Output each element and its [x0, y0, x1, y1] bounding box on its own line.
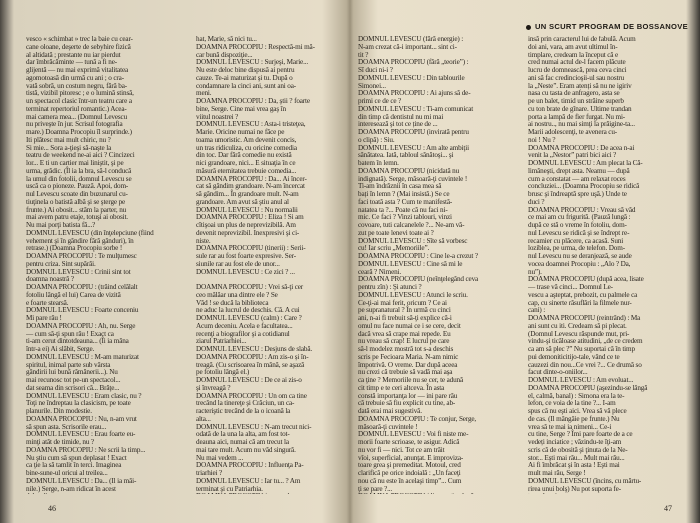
text-line: omul nu face numai ce i se cere, decit: [358, 321, 461, 330]
text-line: interesează şi tot ce ține de ...: [358, 120, 438, 129]
text-line: Marie. Oricine numai ne făce pe: [196, 128, 285, 136]
text-line: terminat repertoriul romantic.) Acea-: [26, 104, 127, 113]
text-line: o clipă) : Siu.: [358, 135, 395, 144]
text-line: ca ţie la să tamlit în terci. Imaginea: [26, 461, 122, 470]
text-line: DOMNUL LEVESCU : Eram clasic, nu ?: [26, 391, 142, 400]
text-line: constă importanţa lor — ini pare rău: [358, 391, 458, 400]
text-line: ceară ? Nimeni.: [358, 267, 402, 276]
text-line: spiritul, inimal parte sub vârsta: [26, 360, 111, 369]
text-line: cu! Iar scriu „Memoriile”.: [358, 244, 430, 253]
text-line: Toţi ne îndreptau la clasicism, pe toate: [26, 399, 131, 408]
text-line: că trebuie să fiu explicit cu tine, ab-: [358, 399, 456, 408]
text-line: pentru zîn) : Şi atunci ?: [358, 283, 422, 291]
text-line: ţi se pare ?...: [358, 484, 393, 493]
text-line: DOAMNA PROCOPIU (reintrând) : Ma: [528, 314, 641, 322]
text-line: pe supranatural ? În urmă cu cinci: [358, 306, 451, 315]
text-line: sănătatea. Iată, tabloul sănătoşi... şi: [358, 151, 454, 160]
text-line: natatea ta ?... Poate că nu faci ni-: [358, 205, 448, 214]
text-line: mai tare mult. Acum nu văd singură.: [196, 445, 296, 454]
text-line: agomotoasă din urmă cu ani ; o cra-: [26, 73, 124, 82]
text-line: cum a constatat — am relaxat roces: [528, 174, 626, 183]
text-line: DOMNUL LEVESCU (din înţelepciune (fiind: [26, 228, 154, 237]
text-line: dacă vrea să crape mai repede. Eu: [358, 329, 451, 338]
text-line: gândirii lui bună rămănerii...). Nu: [26, 368, 118, 377]
text-line: DOMNUL LEVESCU : Sîte să vorbesc: [358, 236, 468, 245]
text-line: cani) :: [528, 306, 546, 315]
text-line: tistă, vizibil pitoresc ; e o lumină stinsă,: [26, 89, 134, 98]
text-line: DOMNUL LEVESCU : Crinii sint tot: [26, 267, 131, 276]
text-line: sule rar au fost foarte expresive. Ser-: [196, 252, 296, 260]
text-line: DOMNUL LEVESCU : Ti-am comunicat: [358, 104, 474, 113]
text-line: Văd ! se ducă la biblioteca: [196, 298, 269, 307]
text-line: DOAMNA PROCOPIU (nicidată nu: [358, 166, 460, 175]
text-line: de cas. (Il mângâie pe frunte.) Nu: [528, 414, 620, 423]
text-line: doi ani, vara, am avut ultimul în-: [528, 42, 618, 51]
text-line: cane oloane, deşerte de sebyhire fizică: [26, 42, 131, 51]
text-line: ca am să plec ?” Nu suportai că în timp: [528, 345, 635, 353]
text-line: toama umoristic. Am devenit concis,: [196, 135, 297, 144]
text-line: nul Levescu se ridică şi se îndrept re-: [528, 228, 630, 237]
text-line: într-a ei) Ai slăbit, Serge.: [26, 345, 95, 353]
text-line: ani, n-ai fi trebuit să-ţi explice că-i: [358, 314, 452, 322]
text-line: rirea unui bolş) Nu pot suporta fe-: [528, 484, 621, 493]
text-line: DOMNUL LEVESCU : Erau foarte eu-: [26, 430, 136, 439]
text-line: noi ! Nu ?: [528, 135, 556, 144]
text-line: doamna noastră ?: [26, 275, 74, 284]
text-line: pui demoniticitijo-tale, vând ce te: [528, 352, 620, 361]
text-line: nu vreau să crap! E lucrul pe care: [358, 337, 450, 346]
text-line: vată sobră, un costum negru, fără ba-: [26, 81, 128, 90]
text-line: DOAMNA PROCOPIU : Da, ştii ? foarte: [196, 97, 310, 105]
text-line: concluziei... (Doamna Procopiu se ridică: [528, 182, 640, 191]
right-page-column-2: [528, 36, 680, 494]
text-line: glijentă — nu mai exprimă vitalitatea: [26, 66, 129, 74]
text-line: să gândim... În grandoare mult. N-am: [196, 190, 299, 198]
text-line: covoare, tuti calcanelele ?... Ne-am vă-: [358, 221, 465, 229]
text-line: Acum deceniu. Acela e facultatea...: [196, 321, 293, 330]
text-line: DOMNUL LEVESCU : Atunci le scriu.: [358, 290, 468, 299]
text-line: nu”).: [528, 267, 542, 276]
right-page-column-1: [358, 36, 514, 494]
text-line: deauna aici, numai că am trecut la: [196, 438, 289, 446]
text-line: [358, 493, 514, 494]
text-line: vesco « schimbat » trec la baie cu cear-: [26, 36, 133, 43]
text-line: hat, Marie, să nici tu...: [196, 36, 257, 43]
text-line: DOAMNA PROCOPIU : Cine le-a crezut ?: [358, 252, 478, 260]
text-line: retrase.) (Doamna Procopiu sorbe !: [26, 244, 123, 253]
text-line: Mi pare râu !: [26, 314, 62, 322]
text-line: triarhiei ?: [196, 469, 223, 477]
text-line: şi învreagă ?: [196, 383, 231, 392]
text-line: nici grandoare, nici... E situaţia în ce: [196, 159, 296, 167]
text-line: ai nostru.., nu mai simţi la prăigine-ta...: [528, 120, 635, 129]
text-line: DOAMNA PROCOPIU : Respectă-mi mă-: [196, 42, 315, 51]
text-line: la „Neste”. Eram atenți să nu ne igiriv: [528, 81, 632, 90]
text-line: cîtişoai un plus de neprevizibilă. Am: [196, 221, 296, 229]
text-line: racteriştic trecând de la o icoană la: [196, 407, 291, 415]
text-line: cred numai actul de-l facem plăcute: [528, 58, 626, 67]
text-line: devenit neprevizibil. Inexpresivi şi ci-: [196, 228, 300, 237]
text-line: teatru de weekend ne-ai aici ? Cincizeci: [26, 151, 135, 160]
text-line: e foarte stearsă.: [26, 298, 69, 307]
text-line: fotoliu lângă el lui) Carea de vizită: [26, 290, 121, 299]
text-line: dat seama din scrisori că... Brăţe...: [26, 383, 120, 392]
text-line: [26, 493, 184, 494]
text-line: insă prin caracterul lui de fabulă. Acum: [528, 36, 636, 43]
text-line: DOMNUL LEVESCU : Da... (Il ia mâi-: [26, 476, 137, 485]
text-line: nile.) Serge, n-am ridicat în acest: [26, 484, 116, 493]
text-line: DOAMNA PROCOPIU : Am zis-o și în-: [196, 352, 309, 361]
text-line: DOMNUL LEVESCU : Voi fi niste me-: [358, 430, 469, 439]
text-line: vocea doamnei Procopiu : „Alo ? Da,: [528, 259, 631, 268]
text-line: ziarul Patriarhiei...: [196, 337, 247, 346]
text-line: Nu mai vedem ...: [196, 453, 244, 462]
text-line: brusc şi îndreaptă spre uşă.) Unde te: [528, 190, 627, 198]
text-line: nu priveşte în jur. Scrisul fotografia: [26, 120, 123, 129]
text-line: DOAMNA PROCOPIU (neînţelegând ceva: [358, 275, 479, 284]
text-line: grandoare. Am avut să ştiu anul al: [196, 197, 289, 206]
text-line: batem în lemn.: [358, 159, 399, 167]
text-line: DOMNUL LEVESCU : Am evoluat...: [528, 376, 634, 384]
text-line: mare.) Doamna Procopiu îl surprinde.): [26, 128, 132, 136]
text-line: DOMNUL LEVESCU : Din tablourile: [358, 73, 465, 82]
text-line: porta a lampă de fier furgat. Nu mi-: [528, 112, 626, 121]
left-page-column-1: [26, 36, 184, 494]
text-line: DOAMNA PROCOPIU : Da... Ai încer-: [196, 174, 307, 183]
text-line: ca ţine ? Memoriile nu se cer, te adună: [358, 376, 464, 384]
text-line: morii foarte scrioase, te asigur. Adică: [358, 438, 460, 446]
text-line: car bună dispoziţie...: [196, 50, 253, 59]
text-line: nasa cu tasta de anfragero, asta se: [528, 89, 620, 98]
text-line: niste.: [196, 236, 211, 245]
text-line: DOAMNA PROCOPIU : Influenţa Pa-: [196, 461, 304, 470]
text-line: Ti-am îndrăznii în casa mea să: [358, 182, 442, 191]
text-line: DOMNUL LEVESCU : De ce ai zis-o: [196, 376, 302, 384]
text-line: urma, grădic. (Îl ia la bra, să-l conducă: [26, 166, 132, 175]
text-line: DOAMNA PROCOPIU : Ai ajuns să de-: [358, 89, 471, 98]
text-line: DOAMNA PROCOPIU (aşezindu-se lângă: [528, 383, 648, 392]
text-line: Simonei...: [358, 81, 386, 90]
text-line: indignată). Serge, măsoară-ţi cuvintele !: [358, 174, 468, 183]
text-line: frunte.) Ai obosit... stăm la parter, nu: [26, 205, 127, 214]
text-line: trecând la tinereţe şi Crăciun, un ca-: [196, 399, 295, 408]
text-line: [196, 493, 346, 494]
text-line: Iti plătesc mai mult chiric, nu ?: [26, 135, 111, 144]
text-line: DOMNUL LEVESCU : Am plecat la Că-: [528, 159, 643, 167]
text-line: odată de la una la alta, am fost tot-: [196, 430, 290, 439]
text-line: bine, Serge. Cine mai vrea gaş în: [196, 104, 286, 113]
text-line: DOAMNA PROCOPIU : Ne scrii la timp...: [26, 445, 146, 454]
text-line: scris pe Fecioara Maria. N-am nimic: [358, 352, 459, 361]
text-line: DOAMNA PROCOPIU : Te conjur, Serge,: [358, 414, 477, 423]
text-line: pe fotoliu lângă el.): [196, 368, 250, 377]
text-line: DOAMNA PROCOPIU : Eliza ! Si am: [196, 213, 304, 222]
text-line: — cum să-ţi spun râu ! Exact ca: [26, 329, 114, 338]
text-line: Ce-ţi-ai mai ferit, oricum ? Ce ai: [358, 298, 447, 307]
text-line: la umul din fotolii, domnul Levescu se: [26, 174, 132, 183]
text-line: împotrivă. O vreme. Dar după aceea: [358, 360, 458, 369]
text-line: lucru de domnească, prea ceva cinci: [528, 66, 627, 74]
text-line: faci toată asta ? Cum te manifestă-: [358, 197, 453, 206]
text-line: alta...: [196, 414, 211, 423]
text-line: după ce stă o vreme în fotoliu, dom-: [528, 221, 627, 229]
text-line: spus că nu eşti aici. Vrea să vă plece: [528, 407, 627, 415]
text-line: duci ?: [528, 197, 545, 206]
text-line: un tras ridiculiza, cu oricine comedia: [196, 143, 297, 152]
text-line: dată erai mai sugestivă.: [358, 407, 422, 415]
text-line: să spun asta. Scrisorile erau...: [26, 422, 107, 431]
text-line: DOMNUL LEVESCU : Asta-i tristeţea,: [196, 120, 306, 129]
text-line: minţi atât de timide, nu ?: [26, 438, 94, 446]
text-line: meni.: [196, 89, 212, 98]
text-line: ani sunt cu iti. Credeam să pi plecat.: [528, 321, 627, 330]
text-line: condamnare la cinci ani, sunt ani oa-: [196, 81, 297, 90]
text-line: cauzezi din nou...Ce vrei ?... Ce drumă so: [528, 360, 642, 369]
text-line: Nu este deloc bine dispusă ai pentru: [196, 66, 295, 74]
text-line: DOAMNA PROCOPIU : Un om ca tine: [196, 391, 307, 400]
text-line: un spectacol clasic într-un teatru care a: [26, 97, 132, 105]
text-line: stor... Eşti mai rău... Mult mai rău...: [528, 453, 625, 462]
text-line: din toc. Dar fără comedie nu există: [196, 151, 292, 160]
text-line: mai recunosc tot pe-un spectacol...: [26, 376, 121, 384]
text-line: DOAMNA PROCOPIU (invirată pentru: [358, 128, 469, 136]
text-line: [528, 493, 680, 494]
text-line: — trase vă cinci... Domnul Le-: [528, 283, 613, 291]
text-line: uscă ca o pioneze. Pauză. Apoi, dom-: [26, 182, 129, 191]
text-line: DOAMNA PROCOPIU : Vrei să-ţi cer: [196, 283, 304, 291]
text-line: DOMNUL LEVESCU : Foarte conceniu: [26, 306, 139, 315]
running-head: [526, 22, 688, 31]
text-line: cu ton brate de gînare. Ultime trandan: [528, 104, 632, 113]
left-page-number: 46: [48, 504, 56, 513]
text-line: Si mie... Sora a-ţieşi să-naşte la: [26, 143, 112, 152]
text-line: cit timp e te ceri altceva. În asta: [358, 383, 445, 392]
text-line: el, calmă, banal) : Simona era la te-: [528, 391, 625, 400]
text-line: scris că de obosită şi ţinuta de la Ne-: [528, 445, 628, 454]
text-line: tit ?: [358, 50, 369, 59]
text-line: DOMNUL LEVESCU (calm) : Care ?: [196, 314, 302, 322]
text-line: DOMNUL LEVESCU : N-am trecut nici-: [196, 422, 312, 431]
running-head-text: UN SCURT PROGRAM DE BOSSANOVE: [535, 22, 688, 31]
text-line: facut dinte-o-oniilor...: [528, 368, 588, 377]
text-line: cauze. Te-ai maturizat şi tu. După o: [196, 73, 293, 82]
text-line: ti-am cerut dintotdeauna... (Îi ia mâna: [26, 337, 129, 346]
text-line: toare grea şi premeditat. Motoul, cred: [358, 461, 461, 470]
text-line: vehement şi în gândire fără gânduri), în: [26, 236, 134, 245]
text-line: DOAMNA PROCOPIU (fără „teorie”) :: [358, 58, 469, 67]
text-line: siunile rar au fost ele de unor...: [196, 259, 280, 268]
text-line: lor... E ti un cartier mai liniştit, şi pe: [26, 159, 124, 167]
text-line: nou că nu este în acelaşi timp”... Cum: [358, 476, 462, 485]
text-line: dar îmbrăcăminte — tunâ a fi ne-: [26, 58, 117, 67]
text-line: DOMNUL LEVESCU : Nu normalii: [196, 205, 298, 214]
text-line: recamier cu plăcere, ca acasă. Suni: [528, 236, 624, 245]
text-line: Marii adolescenţi, te avenera cu-: [528, 128, 618, 136]
text-line: nu crezi că trebuie să vadă mai aşa: [358, 368, 453, 377]
text-line: ce mai am cu frigurită. (Pauză lungă :: [528, 213, 631, 222]
bullet-icon: [526, 25, 531, 30]
text-line: să-l modelez mostră tot s-a deschis: [358, 345, 454, 353]
text-line: DOAMNA PROCOPIU : Ah, nu. Serge: [26, 321, 136, 330]
text-line: mai avem patru etaje, totuşi ai obosit.: [26, 213, 128, 222]
text-line: mult mai rău, Serge !: [528, 469, 586, 477]
right-page: [352, 0, 694, 523]
text-line: măsoară-ţi cuvintele !: [358, 422, 418, 431]
text-line: DOMNUL LEVESCU : Am alte ambiţii: [358, 143, 469, 152]
text-line: DOMNUL LEVESCU : Surjeşi, Marie...: [196, 58, 309, 67]
text-line: terminat şi cu Patriarhia.: [196, 484, 263, 493]
text-line: (Domnul Levescu răspunde mut, pri-: [528, 329, 630, 338]
text-line: bați în lemn ? (Mai insistă.) Se ce: [358, 190, 450, 198]
text-line: Sî duci ni-i ?: [358, 66, 393, 74]
text-line: vrea să te mai ia nimeni... Ce-i: [528, 422, 612, 431]
text-line: recenţi a biografilor şi a cotidianul: [196, 329, 290, 338]
text-line: DOMNUL LEVESCU (încins, cu mărtu-: [528, 476, 642, 485]
text-line: cat să gândim grandoare. N-am încercat: [196, 182, 305, 191]
text-line: nu vor fi — nici. Tot ce am trăit: [358, 445, 445, 454]
text-line: vedeți inciatice ; văzindu-te îţi-am: [528, 438, 622, 446]
right-page-number: 47: [664, 504, 672, 513]
text-line: ani să fac credincioşii-ul sau nostru: [528, 73, 625, 82]
text-line: din timp că dentistul nu mi mai: [358, 112, 444, 121]
text-line: bine-sune-ul oricui al treilea...: [26, 469, 108, 477]
text-line: nul Levescu scoate din buzunarul cu-: [26, 190, 128, 198]
text-line: DOAMNA PROCOPIU : Vreau să văd: [528, 205, 636, 214]
text-line: DOAMNA PROCOPIU : Te mulţumesc: [26, 252, 137, 260]
text-line: zut pe toate lenevi toate ai ?: [358, 228, 434, 237]
text-line: timplare, credeam la început că e: [528, 50, 619, 59]
left-page-column-2: [196, 36, 346, 494]
text-line: clarifică pe orice indoială : „Un faceţi: [358, 469, 461, 477]
text-line: limăneşti, drept asta. Neamu — după: [528, 166, 630, 175]
text-line: lefon, ce voia de la tine ?... I-am: [528, 399, 616, 408]
text-line: viitul noastrei ?: [196, 112, 239, 121]
text-line: DOMNUL LEVESCU (fără energie) :: [358, 36, 464, 43]
text-line: Nu mai porţi batista fă...?: [26, 221, 96, 229]
text-line: DOAMNA PROCOPIU : De acea n-ai: [528, 143, 635, 152]
text-line: DOMNUL LEVESCU : Cine să mi le: [358, 259, 463, 268]
left-page: [6, 0, 346, 523]
text-line: DOMNUL LEVESCU : Desjuns de slabă.: [196, 345, 313, 353]
text-line: DOAMNA PROCOPIU (tinerii) : Serii-: [196, 244, 306, 253]
text-line: măsură eternitatea trebuie comedia...: [196, 166, 297, 175]
text-line: cap, cu sinerte răsuflări la filmele nur-: [528, 298, 632, 307]
text-line: nul Levescu nu se deranjează, se aude: [528, 252, 632, 260]
text-line: pe un balet, timid un străine superb: [528, 97, 624, 105]
text-line: vîoi, superficial, anunţat. E improviza-: [358, 453, 464, 462]
text-line: Nu ştiu cum să spun deplasat ! Exact: [26, 453, 127, 462]
text-line: ne aduc la lucrul de deschis. Că. A cui: [196, 306, 300, 315]
text-line: primi ce de ce ?: [358, 97, 402, 105]
text-line: Ai fi îmbrăcat şi în asta ! Eşti mai: [528, 461, 620, 470]
text-line: DOAMNA PROCOPIU : Nu, n-am vrut: [26, 414, 137, 423]
text-line: vindu-şi ticăloase atitudini, „de ce credem: [528, 337, 643, 346]
text-line: pentru criza. Sint supărăi.: [26, 259, 96, 268]
text-line: al altidată ; prestante nu iar pierdut: [26, 50, 121, 59]
text-line: DOMNUL LEVESCU : M-am maturizat: [26, 352, 139, 361]
text-line: venit la „Nestor” patri bici aici ?: [528, 151, 617, 160]
text-line: DOAMNA PROCOPIU : (trăind celălalt: [26, 283, 138, 291]
text-line: mai camera mea... (Domnul Levescu: [26, 112, 128, 121]
text-line: ceo mălăar una dintre ele ? Se: [196, 290, 278, 299]
text-line: loziblea, pe urma, de telefon. Dom-: [528, 244, 625, 253]
text-line: N-am crezat că-i important... sint ci-: [358, 42, 457, 51]
text-line: cu tine, Serge ? Îmi pare foarte de a ce: [528, 430, 633, 439]
text-line: DOMNUL LEVESCU : Iar tu... ? Am: [196, 476, 301, 485]
text-line: tiuţinela o batistă albă şi se şterge pe: [26, 197, 126, 206]
text-line: treagă. (Cu scrisoarea în mână, se aşază: [196, 360, 305, 369]
text-line: mic. Ce faci ? Vinzi tablouri, vinzi: [358, 213, 452, 222]
text-line: DOAMNA PROCOPIU (după acea, lisate: [528, 275, 644, 284]
text-line: vescu a aşteptat, prebozit, cu palmele ca: [528, 290, 638, 299]
text-line: DOMNUL LEVESCU : Ce zici ? ...: [196, 267, 295, 276]
text-line: planurile. Din modestie.: [26, 407, 92, 415]
